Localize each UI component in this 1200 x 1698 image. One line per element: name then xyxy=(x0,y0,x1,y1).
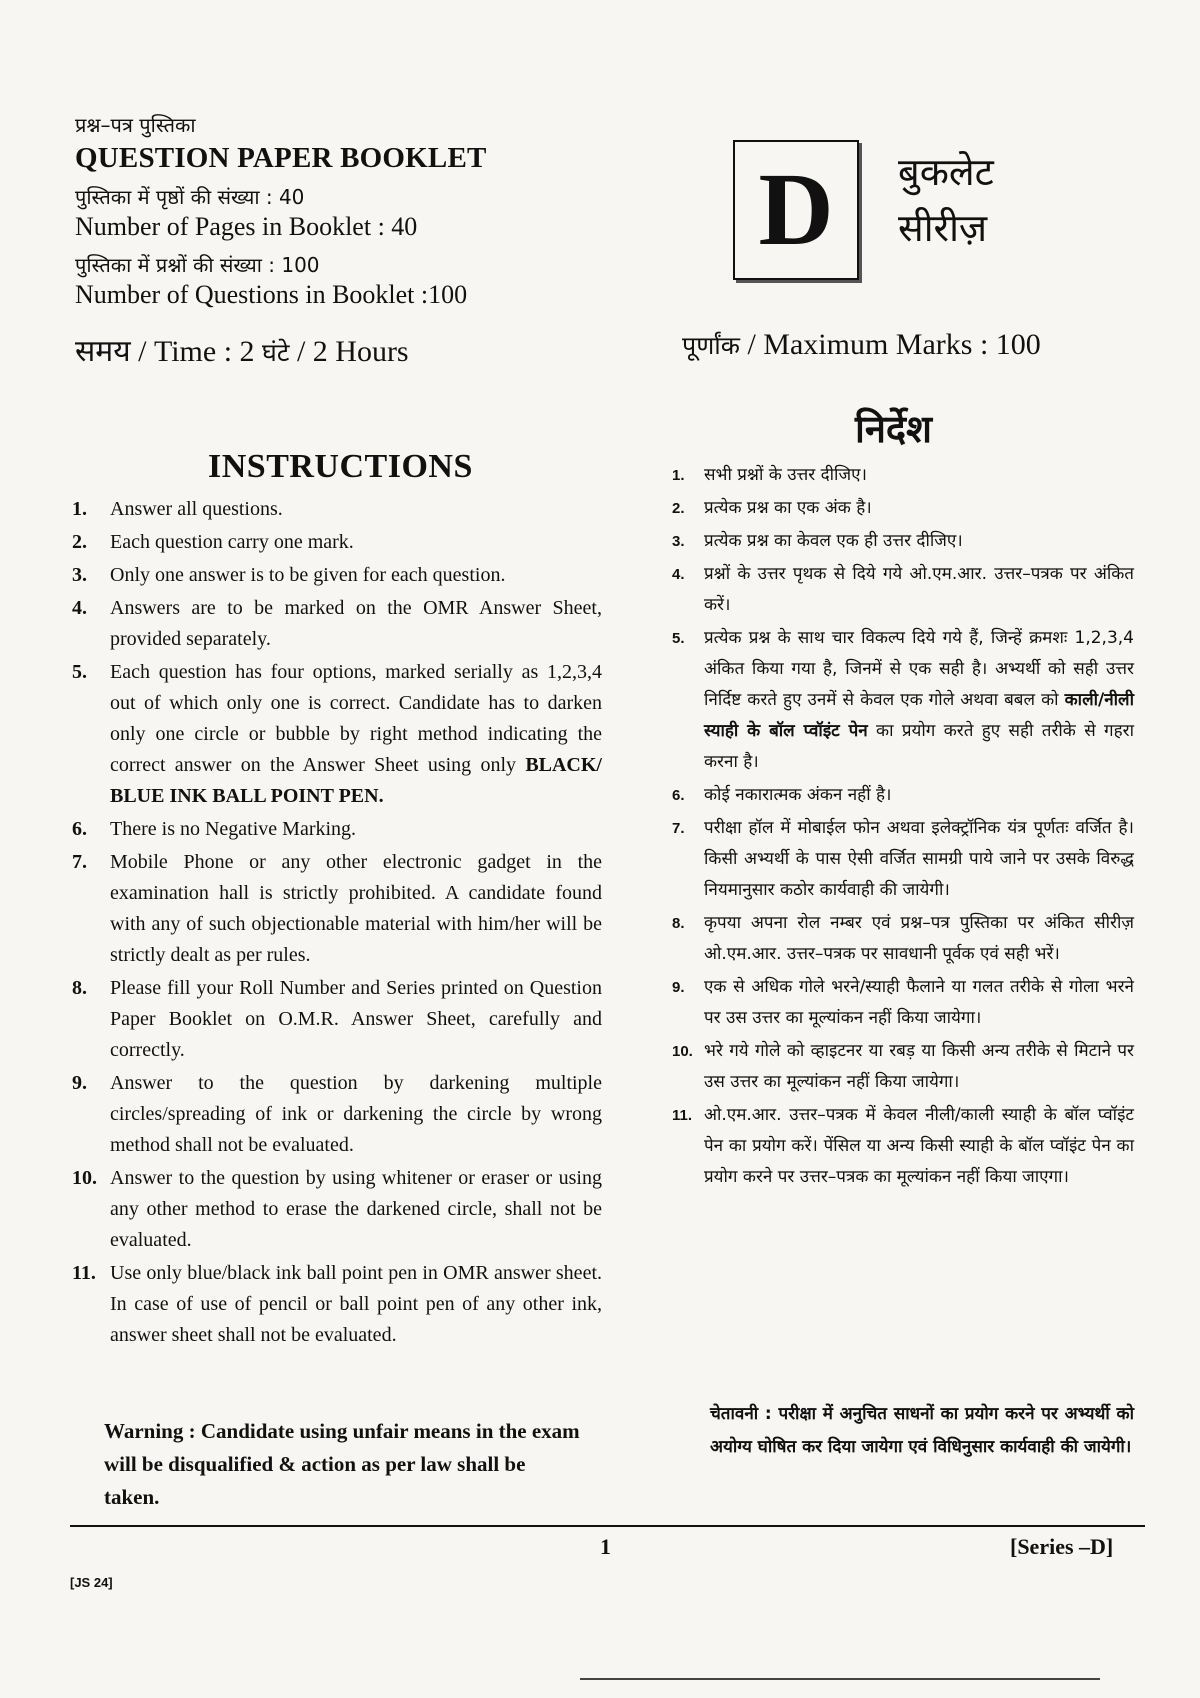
item-text: Answer to the question by using whitener or eraser or using any other method to erase the darkened circle, shall not be evaluated. xyxy=(110,1167,602,1251)
footer-divider xyxy=(70,1525,1145,1527)
hindi-instructions-list xyxy=(672,460,1134,1195)
item-text: Only one answer is to be given for each question. xyxy=(110,564,506,586)
item-text: Answer to the question by darkening multiple circles/spreading of ink or darkening the circle by wrong method shall not be evaluated. xyxy=(110,1072,602,1156)
instruction-item xyxy=(72,1163,602,1256)
instruction-item xyxy=(72,593,602,655)
item-text: There is no Negative Marking. xyxy=(110,818,357,840)
time-duration xyxy=(75,332,595,373)
hindi-page-count: पुस्तिका में पृष्ठों की संख्या : 40 xyxy=(75,185,305,209)
instructions-heading: INSTRUCTIONS xyxy=(208,448,473,485)
item-text-bold: काली/नीली स्याही के बॉल प्वॉइंट पेन xyxy=(704,690,1134,741)
item-text: Answer all questions. xyxy=(110,498,283,520)
max-marks-hindi: पूर्णांक xyxy=(682,331,740,360)
hindi-booklet-title: प्रश्न–पत्र पुस्तिका xyxy=(75,113,196,137)
hindi-instruction-item xyxy=(672,526,1134,557)
item-number: 10. xyxy=(672,1043,693,1060)
series-label xyxy=(898,144,994,256)
item-number: 8. xyxy=(672,915,685,932)
item-text: Answers are to be marked on the OMR Answer Sheet, provided separately. xyxy=(110,597,602,650)
item-text: ओ.एम.आर. उत्तर–पत्रक में केवल नीली/काली स्याही के बॉल प्वॉइंट पेन का प्रयोग करें। पेंसिल या अन्य किसी स्याही के बॉल प्वॉइंट पेन का प्रयोग करने पर उत्तर–पत्रक का मूल्यांकन नहीं किया जाएगा। xyxy=(704,1105,1134,1187)
time-prefix: समय / Time : 2 xyxy=(75,335,263,368)
item-number: 6. xyxy=(72,818,87,840)
item-text: Mobile Phone or any other electronic gadget in the examination hall is strictly prohibited. A candidate found with any of such objectionable material with him/her will be strictly dealt as per rules. xyxy=(110,851,602,966)
hindi-instruction-item xyxy=(672,780,1134,811)
instruction-item xyxy=(72,560,602,591)
warning-note: Warning : Candidate using unfair means in the exam will be disqualified & action as per law shall be taken. xyxy=(104,1419,580,1509)
item-text-plain: Each question has four options, marked serially as 1,2,3,4 out of which only one is correct. Candidate has to darken only one circle or bubble by right method indicating the correct answer on the Answer Sheet using only xyxy=(110,661,602,776)
instruction-item xyxy=(72,527,602,558)
item-text: प्रश्नों के उत्तर पृथक से दिये गये ओ.एम.आर. उत्तर–पत्रक पर अंकित करें। xyxy=(704,564,1134,615)
item-number: 4. xyxy=(672,566,685,583)
item-text: भरे गये गोले को व्हाइटनर या रबड़ या किसी अन्य तरीके से मिटाने पर उस उत्तर का मूल्यांकन नहीं किया जायेगा। xyxy=(704,1041,1134,1092)
instruction-item xyxy=(72,494,602,525)
series-label-line2: सीरीज़ xyxy=(898,206,988,250)
hindi-instruction-item xyxy=(672,493,1134,524)
instruction-item xyxy=(72,814,602,845)
time-hindi-hours: घंटे xyxy=(262,338,290,367)
item-number: 1. xyxy=(72,498,87,520)
item-number: 1. xyxy=(672,467,685,484)
instruction-item xyxy=(72,973,602,1066)
item-number: 6. xyxy=(672,787,685,804)
item-text xyxy=(704,623,1134,778)
booklet-title: QUESTION PAPER BOOKLET xyxy=(75,142,487,174)
item-number: 8. xyxy=(72,977,87,999)
instruction-item xyxy=(72,657,602,812)
item-text-plain: प्रत्येक प्रश्न के साथ चार विकल्प दिये गये हैं, जिन्हें क्रमशः 1,2,3,4 अंकित किया गया है, जिनमें से एक सही है। अभ्यर्थी को सही उत्तर निर्दिष्ट करते हुए उनमें से केवल एक गोले अथवा बबल को xyxy=(704,628,1134,710)
item-text-bold: BLACK/ BLUE INK BALL POINT PEN. xyxy=(110,754,602,807)
hindi-instruction-item xyxy=(672,559,1134,621)
item-text: परीक्षा हॉल में मोबाईल फोन अथवा इलेक्ट्रॉनिक यंत्र पूर्णतः वर्जित है। किसी अभ्यर्थी के पास ऐसी वर्जित सामग्री पाये जाने पर उसके विरुद्ध नियमानुसार कठोर कार्यवाही की जायेगी। xyxy=(704,818,1134,900)
hindi-instruction-item xyxy=(672,813,1134,906)
item-number: 11. xyxy=(72,1262,96,1284)
hindi-instructions-heading: निर्देश xyxy=(855,407,932,451)
item-number: 3. xyxy=(672,533,685,550)
instruction-item xyxy=(72,1068,602,1161)
item-number: 5. xyxy=(672,630,685,647)
hindi-instruction-item xyxy=(672,623,1134,778)
question-count: Number of Questions in Booklet :100 xyxy=(75,280,468,309)
item-number: 5. xyxy=(72,661,87,683)
instruction-item xyxy=(72,1258,602,1351)
item-text: Use only blue/black ink ball point pen in OMR answer sheet. In case of use of pencil or ball point pen of any other ink, answer sheet shall not be evaluated. xyxy=(110,1262,602,1346)
item-number: 4. xyxy=(72,597,87,619)
item-number: 7. xyxy=(72,851,87,873)
time-suffix: / 2 Hours xyxy=(289,335,409,368)
max-marks-english: / Maximum Marks : 100 xyxy=(739,328,1041,361)
page-count: Number of Pages in Booklet : 40 xyxy=(75,212,418,241)
item-number: 2. xyxy=(672,500,685,517)
booklet-header-left xyxy=(75,112,595,373)
item-number: 7. xyxy=(672,820,685,837)
maximum-marks xyxy=(682,325,1041,366)
bottom-divider xyxy=(580,1678,1100,1680)
english-instructions-list xyxy=(72,494,602,1353)
hindi-warning-note: चेतावनी : परीक्षा में अनुचित साधनों का प्रयोग करने पर अभ्यर्थी को अयोग्य घोषित कर दिया जायेगा एवं विधिनुसार कार्यवाही की जायेगी। xyxy=(710,1404,1134,1457)
item-text: कृपया अपना रोल नम्बर एवं प्रश्न–पत्र पुस्तिका पर अंकित सीरीज़ ओ.एम.आर. उत्तर–पत्रक पर सावधानी पूर्वक एवं सही भरें। xyxy=(704,913,1134,964)
hindi-question-count: पुस्तिका में प्रश्नों की संख्या : 100 xyxy=(75,253,320,277)
hindi-instruction-item xyxy=(672,972,1134,1034)
item-number: 9. xyxy=(72,1072,87,1094)
series-letter-box: D xyxy=(733,140,859,280)
item-text xyxy=(110,657,602,812)
item-text: प्रत्येक प्रश्न का एक अंक है। xyxy=(704,498,872,518)
item-number: 10. xyxy=(72,1167,97,1189)
item-number: 11. xyxy=(672,1107,693,1124)
booklet-code: [JS 24] xyxy=(70,1575,113,1590)
hindi-instruction-item xyxy=(672,1100,1134,1193)
item-number: 3. xyxy=(72,564,87,586)
footer-series: [Series –D] xyxy=(1010,1534,1114,1559)
item-text: कोई नकारात्मक अंकन नहीं है। xyxy=(704,785,892,805)
item-text: एक से अधिक गोले भरने/स्याही फैलाने या गलत तरीके से गोला भरने पर उस उत्तर का मूल्यांकन नहीं किया जायेगा। xyxy=(704,977,1134,1028)
series-label-line1: बुकलेट xyxy=(898,150,994,194)
item-text: Each question carry one mark. xyxy=(110,531,354,553)
item-number: 9. xyxy=(672,979,685,996)
item-number: 2. xyxy=(72,531,87,553)
item-text: प्रत्येक प्रश्न का केवल एक ही उत्तर दीजिए। xyxy=(704,531,963,551)
item-text: सभी प्रश्नों के उत्तर दीजिए। xyxy=(704,465,867,485)
hindi-instruction-item xyxy=(672,908,1134,970)
item-text: Please fill your Roll Number and Series printed on Question Paper Booklet on O.M.R. Answer Sheet, carefully and correctly. xyxy=(110,977,602,1061)
instruction-item xyxy=(72,847,602,971)
item-text-plain-end: का प्रयोग करते हुए सही तरीके से गहरा करना है। xyxy=(704,721,1134,772)
page-number: 1 xyxy=(600,1534,611,1559)
hindi-instruction-item xyxy=(672,460,1134,491)
hindi-instruction-item xyxy=(672,1036,1134,1098)
